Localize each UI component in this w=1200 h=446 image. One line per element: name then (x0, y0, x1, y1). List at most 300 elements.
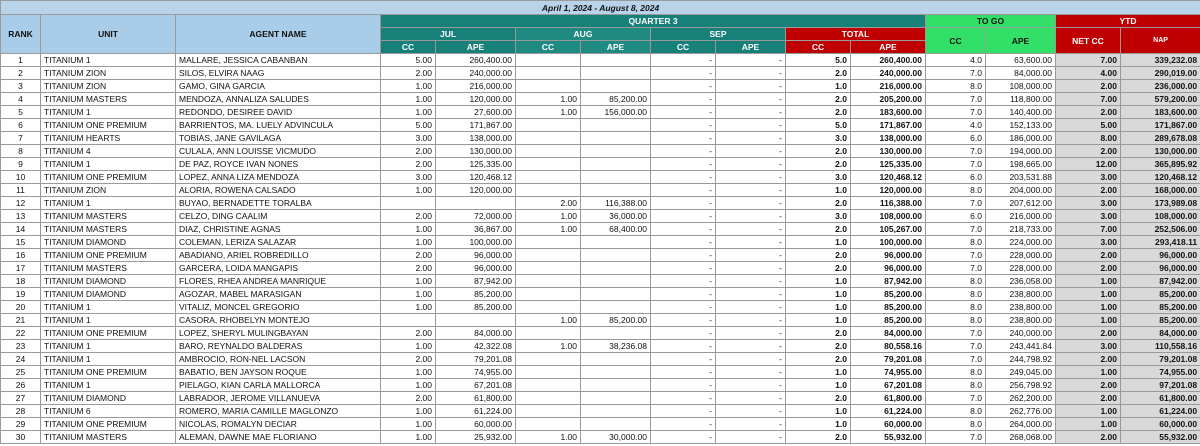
total-ape-cell: 85,200.00 (851, 314, 926, 327)
ytd-header: YTD (1056, 15, 1200, 28)
total-cc-cell: 2.0 (786, 262, 851, 275)
jul-ape-cell: 74,955.00 (436, 366, 516, 379)
nap-cell: 290,019.00 (1121, 67, 1200, 80)
net-cc-cell: 7.00 (1056, 93, 1121, 106)
unit-cell: TITANIUM 4 (41, 145, 176, 158)
total-ape-cell: 80,558.16 (851, 340, 926, 353)
total-ape-cell: 85,200.00 (851, 301, 926, 314)
sep-ape-cell: - (716, 327, 786, 340)
aug-cc-cell (516, 379, 581, 392)
unit-cell: TITANIUM 1 (41, 106, 176, 119)
unit-cell: TITANIUM ONE PREMIUM (41, 418, 176, 431)
jul-cc-cell: 1.00 (381, 236, 436, 249)
total-cc-cell: 2.0 (786, 197, 851, 210)
net-cc-cell: 2.00 (1056, 249, 1121, 262)
sep-ape-cell: - (716, 93, 786, 106)
jul-cc-cell: 5.00 (381, 119, 436, 132)
to-go-cc-cell: 7.0 (926, 327, 986, 340)
sep-cc-cell: - (651, 145, 716, 158)
jul-cc-cell: 5.00 (381, 54, 436, 67)
agent-name-cell: CASORA, RHOBELYN MONTEJO (176, 314, 381, 327)
to-go-cc-cell: 7.0 (926, 431, 986, 444)
aug-cc-cell: 2.00 (516, 197, 581, 210)
jul-cc-header: CC (381, 41, 436, 54)
to-go-cc-cell: 8.0 (926, 80, 986, 93)
aug-cc-header: CC (516, 41, 581, 54)
sep-ape-cell: - (716, 197, 786, 210)
nap-cell: 252,506.00 (1121, 223, 1200, 236)
aug-cc-cell: 1.00 (516, 210, 581, 223)
net-cc-cell: 8.00 (1056, 132, 1121, 145)
table-row (1, 431, 1200, 444)
jul-ape-cell: 61,800.00 (436, 392, 516, 405)
to-go-ape-cell: 243,441.84 (986, 340, 1056, 353)
sep-ape-cell: - (716, 67, 786, 80)
aug-ape-cell (581, 418, 651, 431)
nap-cell: 85,200.00 (1121, 288, 1200, 301)
to-go-cc-cell: 7.0 (926, 223, 986, 236)
to-go-ape-cell: 262,776.00 (986, 405, 1056, 418)
to-go-cc-cell: 8.0 (926, 405, 986, 418)
sep-cc-cell: - (651, 288, 716, 301)
sep-cc-cell: - (651, 275, 716, 288)
rank-cell: 11 (1, 184, 41, 197)
agent-name-cell: CULALA, ANN LOUISSE VICMUDO (176, 145, 381, 158)
aug-cc-cell (516, 392, 581, 405)
unit-cell: TITANIUM MASTERS (41, 93, 176, 106)
unit-cell: TITANIUM 1 (41, 54, 176, 67)
total-ape-cell: 61,800.00 (851, 392, 926, 405)
aug-cc-cell (516, 249, 581, 262)
to-go-ape-cell: 186,000.00 (986, 132, 1056, 145)
rank-cell: 13 (1, 210, 41, 223)
to-go-header: TO GO (926, 15, 1056, 28)
table-row (1, 93, 1200, 106)
aug-cc-cell (516, 405, 581, 418)
jul-ape-cell: 84,000.00 (436, 327, 516, 340)
unit-cell: TITANIUM DIAMOND (41, 288, 176, 301)
total-cc-cell: 1.0 (786, 379, 851, 392)
jul-ape-cell: 120,000.00 (436, 93, 516, 106)
to-go-cc-cell: 7.0 (926, 249, 986, 262)
aug-cc-cell (516, 353, 581, 366)
aug-ape-cell: 38,236.08 (581, 340, 651, 353)
aug-cc-cell (516, 80, 581, 93)
aug-ape-cell (581, 275, 651, 288)
agent-name-cell: MALLARE, JESSICA CABANBAN (176, 54, 381, 67)
to-go-cc-cell: 7.0 (926, 392, 986, 405)
nap-cell: 84,000.00 (1121, 327, 1200, 340)
jul-cc-cell: 2.00 (381, 262, 436, 275)
net-cc-cell: 1.00 (1056, 301, 1121, 314)
jul-ape-cell: 171,867.00 (436, 119, 516, 132)
to-go-cc-cell: 7.0 (926, 67, 986, 80)
sep-cc-cell: - (651, 379, 716, 392)
jul-cc-cell: 1.00 (381, 301, 436, 314)
jul-ape-cell: 79,201.08 (436, 353, 516, 366)
unit-header: UNIT (41, 15, 176, 54)
total-cc-cell: 2.0 (786, 249, 851, 262)
to-go-cc-cell: 8.0 (926, 418, 986, 431)
nap-cell: 61,224.00 (1121, 405, 1200, 418)
total-ape-cell: 105,267.00 (851, 223, 926, 236)
aug-ape-cell: 36,000.00 (581, 210, 651, 223)
total-ape-cell: 67,201.08 (851, 379, 926, 392)
to-go-cc-cell: 8.0 (926, 379, 986, 392)
sep-cc-cell: - (651, 353, 716, 366)
unit-cell: TITANIUM MASTERS (41, 262, 176, 275)
agent-name-cell: LOPEZ, SHERYL MULINGBAYAN (176, 327, 381, 340)
jul-cc-cell: 1.00 (381, 184, 436, 197)
total-ape-cell: 130,000.00 (851, 145, 926, 158)
jul-ape-cell: 25,932.00 (436, 431, 516, 444)
sep-cc-cell: - (651, 405, 716, 418)
aug-cc-cell (516, 327, 581, 340)
unit-cell: TITANIUM ONE PREMIUM (41, 119, 176, 132)
table-row (1, 327, 1200, 340)
table-row (1, 197, 1200, 210)
aug-cc-cell (516, 67, 581, 80)
aug-cc-cell (516, 145, 581, 158)
net-cc-cell: 2.00 (1056, 353, 1121, 366)
to-go-cc-cell: 6.0 (926, 210, 986, 223)
sep-ape-cell: - (716, 184, 786, 197)
jul-cc-cell (381, 314, 436, 327)
sep-ape-cell: - (716, 340, 786, 353)
total-cc-cell: 2.0 (786, 353, 851, 366)
total-ape-cell: 116,388.00 (851, 197, 926, 210)
total-ape-cell: 216,000.00 (851, 80, 926, 93)
aug-ape-cell (581, 301, 651, 314)
to-go-cc-cell: 7.0 (926, 106, 986, 119)
agent-name-cell: DIAZ, CHRISTINE AGNAS (176, 223, 381, 236)
agent-name-cell: ABADIANO, ARIEL ROBREDILLO (176, 249, 381, 262)
rank-cell: 5 (1, 106, 41, 119)
sep-ape-header: APE (716, 41, 786, 54)
to-go-cc-header: CC (926, 28, 986, 54)
aug-ape-cell: 30,000.00 (581, 431, 651, 444)
nap-cell: 85,200.00 (1121, 314, 1200, 327)
net-cc-cell: 2.00 (1056, 392, 1121, 405)
rank-cell: 1 (1, 54, 41, 67)
nap-cell: 108,000.00 (1121, 210, 1200, 223)
nap-cell: 110,558.16 (1121, 340, 1200, 353)
table-row (1, 379, 1200, 392)
nap-cell: 183,600.00 (1121, 106, 1200, 119)
to-go-ape-cell: 249,045.00 (986, 366, 1056, 379)
to-go-ape-cell: 118,800.00 (986, 93, 1056, 106)
table-row (1, 262, 1200, 275)
rank-cell: 2 (1, 67, 41, 80)
total-cc-cell: 5.0 (786, 54, 851, 67)
aug-ape-cell: 85,200.00 (581, 93, 651, 106)
agent-name-cell: ALEMAN, DAWNE MAE FLORIANO (176, 431, 381, 444)
total-cc-cell: 2.0 (786, 392, 851, 405)
to-go-ape-cell: 84,000.00 (986, 67, 1056, 80)
total-ape-cell: 87,942.00 (851, 275, 926, 288)
total-cc-cell: 3.0 (786, 210, 851, 223)
net-cc-cell: 12.00 (1056, 158, 1121, 171)
aug-cc-cell (516, 158, 581, 171)
to-go-ape-cell: 264,000.00 (986, 418, 1056, 431)
total-ape-cell: 120,000.00 (851, 184, 926, 197)
nap-cell: 130,000.00 (1121, 145, 1200, 158)
jul-cc-cell: 1.00 (381, 223, 436, 236)
sep-ape-cell: - (716, 431, 786, 444)
nap-cell: 61,800.00 (1121, 392, 1200, 405)
nap-cell: 171,867.00 (1121, 119, 1200, 132)
jul-ape-cell: 36,867.00 (436, 223, 516, 236)
sep-ape-cell: - (716, 223, 786, 236)
total-ape-cell: 171,867.00 (851, 119, 926, 132)
jul-cc-cell: 2.00 (381, 67, 436, 80)
sep-cc-cell: - (651, 119, 716, 132)
agent-name-cell: AGOZAR, MABEL MARASIGAN (176, 288, 381, 301)
rank-cell: 28 (1, 405, 41, 418)
rank-cell: 22 (1, 327, 41, 340)
sep-cc-cell: - (651, 184, 716, 197)
total-ape-cell: 260,400.00 (851, 54, 926, 67)
aug-cc-cell (516, 262, 581, 275)
total-ape-cell: 60,000.00 (851, 418, 926, 431)
jul-cc-cell: 2.00 (381, 249, 436, 262)
aug-cc-cell: 1.00 (516, 93, 581, 106)
nap-cell: 173,989.08 (1121, 197, 1200, 210)
table-row (1, 171, 1200, 184)
aug-cc-cell (516, 366, 581, 379)
to-go-ape-cell: 198,665.00 (986, 158, 1056, 171)
agent-name-cell: BARO, REYNALDO BALDERAS (176, 340, 381, 353)
total-ape-cell: 74,955.00 (851, 366, 926, 379)
total-header: TOTAL (786, 28, 926, 41)
aug-ape-cell: 156,000.00 (581, 106, 651, 119)
nap-cell: 55,932.00 (1121, 431, 1200, 444)
sep-cc-cell: - (651, 93, 716, 106)
agent-name-header: AGENT NAME (176, 15, 381, 54)
nap-cell: 339,232.08 (1121, 54, 1200, 67)
jul-cc-cell: 1.00 (381, 366, 436, 379)
agent-name-cell: LOPEZ, ANNA LIZA MENDOZA (176, 171, 381, 184)
sep-cc-cell: - (651, 223, 716, 236)
nap-cell: 87,942.00 (1121, 275, 1200, 288)
net-cc-cell: 3.00 (1056, 340, 1121, 353)
aug-cc-cell: 1.00 (516, 431, 581, 444)
to-go-ape-cell: 262,200.00 (986, 392, 1056, 405)
total-cc-cell: 2.0 (786, 158, 851, 171)
to-go-ape-cell: 140,400.00 (986, 106, 1056, 119)
to-go-ape-cell: 218,733.00 (986, 223, 1056, 236)
net-cc-cell: 2.00 (1056, 327, 1121, 340)
sep-cc-cell: - (651, 431, 716, 444)
rank-cell: 16 (1, 249, 41, 262)
aug-ape-cell: 68,400.00 (581, 223, 651, 236)
agent-name-cell: LABRADOR, JEROME VILLANUEVA (176, 392, 381, 405)
unit-cell: TITANIUM 1 (41, 353, 176, 366)
unit-cell: TITANIUM DIAMOND (41, 275, 176, 288)
total-cc-cell: 1.0 (786, 288, 851, 301)
unit-cell: TITANIUM MASTERS (41, 210, 176, 223)
nap-cell: 579,200.00 (1121, 93, 1200, 106)
to-go-cc-cell: 7.0 (926, 353, 986, 366)
net-cc-cell: 3.00 (1056, 197, 1121, 210)
rank-cell: 9 (1, 158, 41, 171)
table-row (1, 249, 1200, 262)
table-row (1, 158, 1200, 171)
to-go-ape-cell: 108,000.00 (986, 80, 1056, 93)
total-ape-cell: 100,000.00 (851, 236, 926, 249)
rank-cell: 19 (1, 288, 41, 301)
to-go-cc-cell: 7.0 (926, 197, 986, 210)
net-cc-cell: 1.00 (1056, 275, 1121, 288)
aug-cc-cell (516, 171, 581, 184)
jul-cc-cell: 1.00 (381, 288, 436, 301)
to-go-ape-cell: 228,000.00 (986, 262, 1056, 275)
nap-cell: 120,468.12 (1121, 171, 1200, 184)
jul-ape-cell: 87,942.00 (436, 275, 516, 288)
net-cc-cell: 2.00 (1056, 431, 1121, 444)
aug-ape-cell (581, 80, 651, 93)
net-cc-cell: 2.00 (1056, 262, 1121, 275)
jul-cc-cell: 3.00 (381, 132, 436, 145)
net-cc-cell: 3.00 (1056, 171, 1121, 184)
sep-cc-cell: - (651, 314, 716, 327)
total-cc-cell: 1.0 (786, 405, 851, 418)
to-go-ape-cell: 238,800.00 (986, 314, 1056, 327)
sep-ape-cell: - (716, 249, 786, 262)
net-cc-cell: 1.00 (1056, 366, 1121, 379)
to-go-cc-cell: 4.0 (926, 54, 986, 67)
net-cc-cell: 2.00 (1056, 145, 1121, 158)
total-cc-cell: 2.0 (786, 340, 851, 353)
total-cc-cell: 1.0 (786, 275, 851, 288)
unit-cell: TITANIUM MASTERS (41, 431, 176, 444)
aug-ape-cell (581, 392, 651, 405)
to-go-ape-cell: 203,531.88 (986, 171, 1056, 184)
total-ape-cell: 183,600.00 (851, 106, 926, 119)
to-go-cc-cell: 7.0 (926, 158, 986, 171)
jul-ape-cell: 72,000.00 (436, 210, 516, 223)
nap-cell: 60,000.00 (1121, 418, 1200, 431)
sep-ape-cell: - (716, 379, 786, 392)
table-row (1, 236, 1200, 249)
sep-ape-cell: - (716, 275, 786, 288)
table-row (1, 80, 1200, 93)
aug-cc-cell (516, 236, 581, 249)
jul-cc-cell: 1.00 (381, 80, 436, 93)
sep-ape-cell: - (716, 366, 786, 379)
table-row (1, 106, 1200, 119)
agent-name-cell: VITALIZ, MONCEL GREGORIO (176, 301, 381, 314)
jul-ape-cell: 27,600.00 (436, 106, 516, 119)
jul-cc-cell: 1.00 (381, 431, 436, 444)
agent-name-cell: NICOLAS, ROMALYN DECIAR (176, 418, 381, 431)
unit-cell: TITANIUM HEARTS (41, 132, 176, 145)
aug-ape-cell (581, 366, 651, 379)
sep-cc-cell: - (651, 210, 716, 223)
total-ape-cell: 120,468.12 (851, 171, 926, 184)
table-row (1, 119, 1200, 132)
aug-cc-cell (516, 184, 581, 197)
quarter-header: QUARTER 3 (381, 15, 926, 28)
total-cc-cell: 3.0 (786, 132, 851, 145)
sep-cc-cell: - (651, 340, 716, 353)
jul-cc-cell: 1.00 (381, 106, 436, 119)
jul-ape-cell: 130,000.00 (436, 145, 516, 158)
agent-name-cell: TOBIAS, JANE GAVILAGA (176, 132, 381, 145)
aug-ape-cell (581, 405, 651, 418)
agent-name-cell: COLEMAN, LERIZA SALAZAR (176, 236, 381, 249)
unit-cell: TITANIUM 1 (41, 379, 176, 392)
table-row (1, 275, 1200, 288)
jul-cc-cell: 1.00 (381, 275, 436, 288)
aug-ape-cell: 85,200.00 (581, 314, 651, 327)
sep-ape-cell: - (716, 171, 786, 184)
sep-ape-cell: - (716, 236, 786, 249)
jul-ape-cell: 85,200.00 (436, 288, 516, 301)
total-cc-cell: 1.0 (786, 314, 851, 327)
nap-cell: 293,418.11 (1121, 236, 1200, 249)
aug-cc-cell (516, 418, 581, 431)
to-go-ape-cell: 194,000.00 (986, 145, 1056, 158)
total-ape-cell: 108,000.00 (851, 210, 926, 223)
aug-cc-cell: 1.00 (516, 340, 581, 353)
aug-ape-cell (581, 184, 651, 197)
nap-cell: 85,200.00 (1121, 301, 1200, 314)
agent-name-cell: GAMO, GINA GARCIA (176, 80, 381, 93)
aug-cc-cell (516, 119, 581, 132)
unit-cell: TITANIUM ONE PREMIUM (41, 249, 176, 262)
sep-cc-cell: - (651, 171, 716, 184)
aug-ape-cell (581, 119, 651, 132)
to-go-cc-cell: 8.0 (926, 288, 986, 301)
net-cc-cell: 2.00 (1056, 184, 1121, 197)
to-go-cc-cell: 4.0 (926, 119, 986, 132)
sep-cc-cell: - (651, 327, 716, 340)
to-go-ape-cell: 204,000.00 (986, 184, 1056, 197)
agent-name-cell: PIELAGO, KIAN CARLA MALLORCA (176, 379, 381, 392)
to-go-cc-cell: 7.0 (926, 93, 986, 106)
to-go-ape-cell: 152,133.00 (986, 119, 1056, 132)
sep-cc-cell: - (651, 236, 716, 249)
ranking-table-body (1, 54, 1200, 444)
jul-ape-cell: 61,224.00 (436, 405, 516, 418)
aug-header: AUG (516, 28, 651, 41)
to-go-ape-cell: 63,600.00 (986, 54, 1056, 67)
total-ape-cell: 96,000.00 (851, 249, 926, 262)
jul-ape-cell: 96,000.00 (436, 262, 516, 275)
jul-cc-cell: 1.00 (381, 340, 436, 353)
net-cc-cell: 1.00 (1056, 405, 1121, 418)
to-go-ape-cell: 240,000.00 (986, 327, 1056, 340)
total-cc-cell: 1.0 (786, 184, 851, 197)
net-cc-cell: 2.00 (1056, 80, 1121, 93)
aug-cc-cell (516, 275, 581, 288)
total-ape-cell: 85,200.00 (851, 288, 926, 301)
total-cc-cell: 2.0 (786, 106, 851, 119)
table-row (1, 54, 1200, 67)
net-cc-cell: 7.00 (1056, 54, 1121, 67)
aug-ape-cell (581, 327, 651, 340)
net-cc-cell: 1.00 (1056, 314, 1121, 327)
to-go-cc-cell: 8.0 (926, 301, 986, 314)
rank-cell: 24 (1, 353, 41, 366)
jul-header: JUL (381, 28, 516, 41)
total-cc-cell: 5.0 (786, 119, 851, 132)
sep-cc-cell: - (651, 54, 716, 67)
rank-cell: 18 (1, 275, 41, 288)
total-ape-cell: 240,000.00 (851, 67, 926, 80)
total-cc-cell: 2.0 (786, 431, 851, 444)
